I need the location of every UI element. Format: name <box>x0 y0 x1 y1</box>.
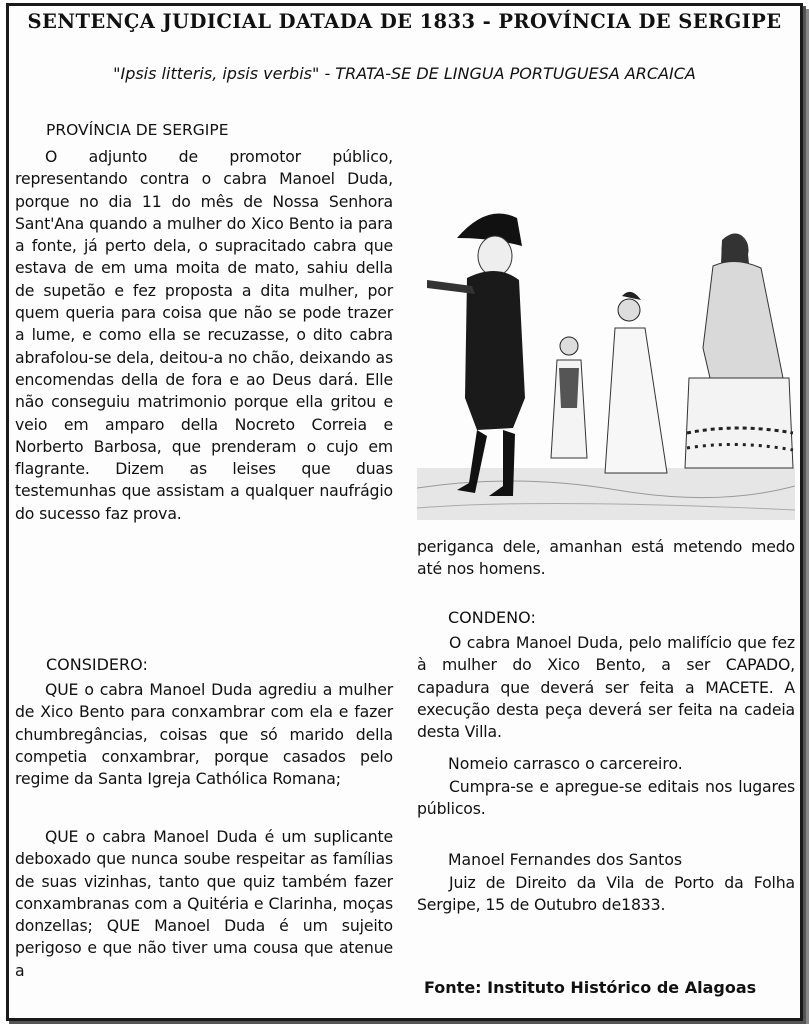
considero-paragraph-2: QUE o cabra Manoel Duda é um suplicante deboxado que nunca soube respeitar as famílias de suas vizinhas, tanto que quiz também fazer conxambranas com a Quitéria e Clarinha, moças donzellas; QUE Manoel Duda é um sujeito perigoso e que não tiver uma cousa que atenue a <box>15 827 393 980</box>
condeno-paragraph: O cabra Manoel Duda, pelo malifício que fez à mulher do Xico Bento, a ser CAPADO, capadura que deverá ser feita a MACETE. A execução desta peça deverá ser feita na cadeia desta Villa. <box>417 633 795 742</box>
considero-heading: CONSIDERO: <box>46 655 148 674</box>
document-title: SENTENÇA JUDICIAL DATADA DE 1833 - PROVÍNCIA DE SERGIPE <box>27 10 782 33</box>
figure-man <box>427 214 525 497</box>
figure-girl <box>605 292 667 473</box>
intro-paragraph: O adjunto de promotor público, representando contra o cabra Manoel Duda, porque no dia 11 do mês de Nossa Senhora Sant'Ana quando a mulher do Xico Bento ia para a fonte, já perto dela, o supracitado cabra que estava de em uma moita de mato, sahiu della de supetão e fez proposta a dita mulher, por quem queria para coisa que não se pode trazer a lume, e como ella se recuzasse, o dito cabra abrafolou-se dela, deitou-a no chão, deixando as encomendas della de fora e ao Deus dará. Elle não conseguiu matrimonio porque ella gritou e veio em amparo della Nocreto Correia e Norberto Barbosa, que prenderam o cujo em flagrante. Dizem as leises que duas testemunhas que assistam a qualquer naufrágio do sucesso faz prova. <box>15 147 393 523</box>
figure-woman <box>685 234 793 468</box>
condeno-heading: CONDENO: <box>448 608 536 627</box>
document-subtitle: "Ipsis litteris, ipsis verbis" - TRATA-SE DE LINGUA PORTUGUESA ARCAICA <box>113 64 696 83</box>
figure-child <box>551 337 587 458</box>
historical-illustration <box>417 168 795 520</box>
executioner-line: Nomeio carrasco o carcereiro. <box>448 754 683 773</box>
considero-paragraph-1: QUE o cabra Manoel Duda agrediu a mulher de Xico Bento para conxambrar com ela e fazer chumbregâncias, coisas que só marido della competia conxambrar, porque casados pelo regime da Santa Igreja Cathólica Romana; <box>15 680 393 789</box>
continuation-paragraph: periganca dele, amanhan está metendo medo até nos homens. <box>417 537 795 579</box>
publication-line: Cumpra-se e apregue-se editais nos lugares públicos. <box>417 777 795 819</box>
signatory-name: Manoel Fernandes dos Santos <box>448 850 683 869</box>
signature-line: Juiz de Direito da Vila de Porto da Folha Sergipe, 15 de Outubro de1833. <box>417 873 795 915</box>
province-heading: PROVÍNCIA DE SERGIPE <box>46 121 229 139</box>
source-credit: Fonte: Instituto Histórico de Alagoas <box>424 978 757 997</box>
